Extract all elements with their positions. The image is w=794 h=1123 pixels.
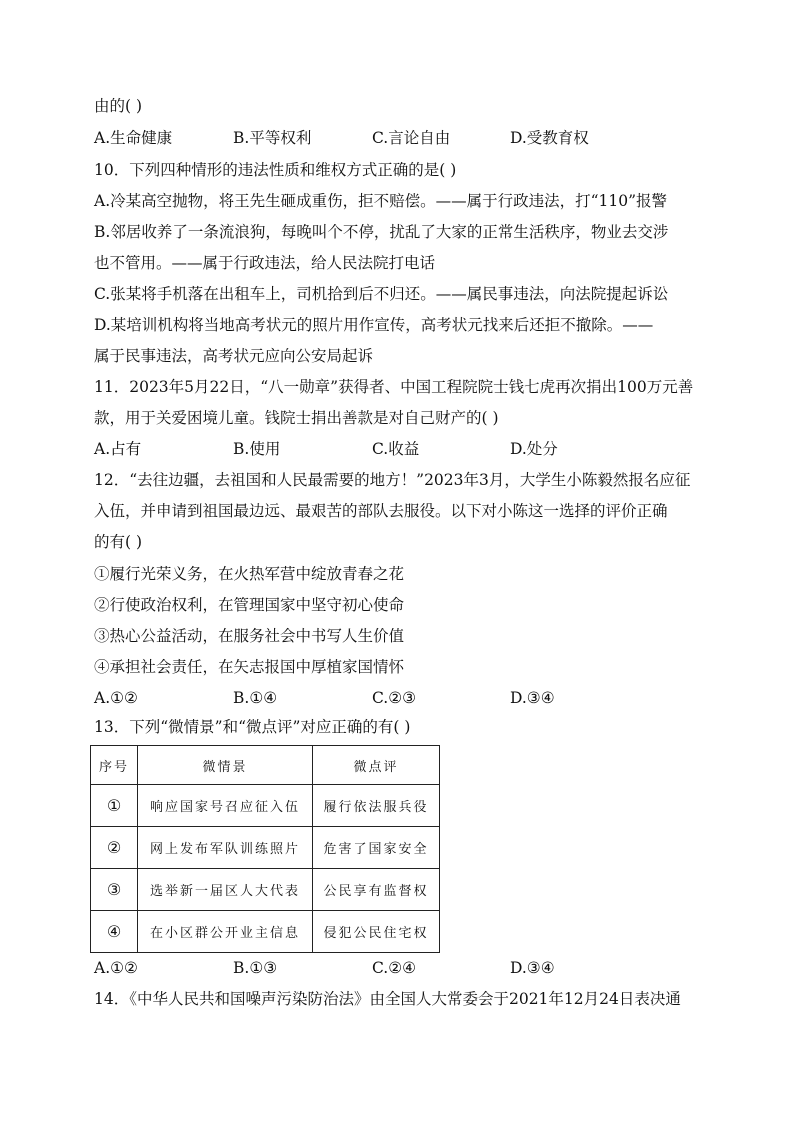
table-cell-index: ①	[91, 785, 138, 827]
q12-option-c: C.②③	[372, 689, 417, 707]
table-cell-scenario: 在小区群公开业主信息	[138, 911, 313, 953]
table-cell-comment: 公民享有监督权	[313, 869, 440, 911]
q9-option-c: C.言论自由	[372, 129, 451, 147]
q13-option-b: B.①③	[233, 959, 278, 977]
table-cell-scenario: 网上发布军队训练照片	[138, 827, 313, 869]
table-row	[91, 827, 440, 869]
q11-option-d: D.处分	[510, 440, 558, 458]
q12-option-d: D.③④	[510, 689, 555, 707]
q11-option-c: C.收益	[372, 440, 420, 458]
q9-option-b: B.平等权利	[233, 129, 312, 147]
table-cell-scenario: 选举新一届区人大代表	[138, 869, 313, 911]
table-header-row	[91, 746, 440, 785]
q13-table	[90, 745, 440, 953]
q9-stem-tail: 由的( )	[94, 97, 143, 115]
q9-option-a: A.生命健康	[94, 129, 173, 147]
q12-stem-line2: 入伍，并申请到祖国最边远、最艰苦的部队去服役。以下对小陈这一选择的评价正确	[94, 502, 668, 520]
table-cell-comment: 履行依法服兵役	[313, 785, 440, 827]
table-row	[91, 911, 440, 953]
table-row	[91, 869, 440, 911]
table-cell-index: ④	[91, 911, 138, 953]
q12-option-a: A.①②	[94, 689, 138, 707]
q12-item-2: ②行使政治权利，在管理国家中坚守初心使命	[94, 596, 405, 614]
table-cell-index: ②	[91, 827, 138, 869]
q13-stem: 13．下列“微情景”和“微点评”对应正确的有( )	[94, 718, 411, 736]
q12-option-b: B.①④	[233, 689, 278, 707]
q10-option-c: C.张某将手机落在出租车上，司机拾到后不归还。——属民事违法，向法院提起诉讼	[94, 285, 669, 303]
q12-stem-line3: 的有( )	[94, 533, 143, 551]
q13-option-a: A.①②	[94, 959, 138, 977]
q11-option-a: A.占有	[94, 440, 142, 458]
q9-option-d: D.受教育权	[510, 129, 589, 147]
q13-option-d: D.③④	[510, 959, 555, 977]
q12-stem-line1: 12．“去往边疆，去祖国和人民最需要的地方！”2023年3月，大学生小陈毅然报名应征	[94, 471, 691, 489]
table-header-cell: 序号	[91, 746, 138, 785]
q10-option-b-cont: 也不管用。——属于行政违法，给人民法院打电话	[94, 254, 436, 272]
table-cell-comment: 侵犯公民住宅权	[313, 911, 440, 953]
q12-item-4: ④承担社会责任，在矢志报国中厚植家国情怀	[94, 658, 405, 676]
q11-option-b: B.使用	[233, 440, 281, 458]
table-header-cell: 微点评	[313, 746, 440, 785]
table-row	[91, 785, 440, 827]
q12-item-3: ③热心公益活动，在服务社会中书写人生价值	[94, 627, 405, 645]
q14-stem-start: 14．《中华人民共和国噪声污染防治法》由全国人大常委会于2021年12月24日表决通	[94, 990, 681, 1008]
q10-stem: 10．下列四种情形的违法性质和维权方式正确的是( )	[94, 161, 457, 179]
q11-stem-line2: 款，用于关爱困境儿童。钱院士捐出善款是对自己财产的( )	[94, 409, 499, 427]
q10-option-d: D.某培训机构将当地高考状元的照片用作宣传，高考状元找来后还拒不撤除。——	[94, 316, 654, 334]
q11-stem-line1: 11．2023年5月22日，“八一勋章”获得者、中国工程院院士钱七虎再次捐出100万元善	[94, 378, 694, 396]
q13-option-c: C.②④	[372, 959, 417, 977]
q10-option-a: A.冷某高空抛物，将王先生砸成重伤，拒不赔偿。——属于行政违法，打“110”报警	[94, 192, 668, 210]
table-cell-index: ③	[91, 869, 138, 911]
q10-option-b: B.邻居收养了一条流浪狗，每晚叫个不停，扰乱了大家的正常生活秩序，物业去交涉	[94, 223, 669, 241]
table-cell-comment: 危害了国家安全	[313, 827, 440, 869]
q10-option-d-cont: 属于民事违法，高考状元应向公安局起诉	[94, 347, 374, 365]
table-cell-scenario: 响应国家号召应征入伍	[138, 785, 313, 827]
q12-item-1: ①履行光荣义务，在火热军营中绽放青春之花	[94, 565, 405, 583]
table-header-cell: 微情景	[138, 746, 313, 785]
